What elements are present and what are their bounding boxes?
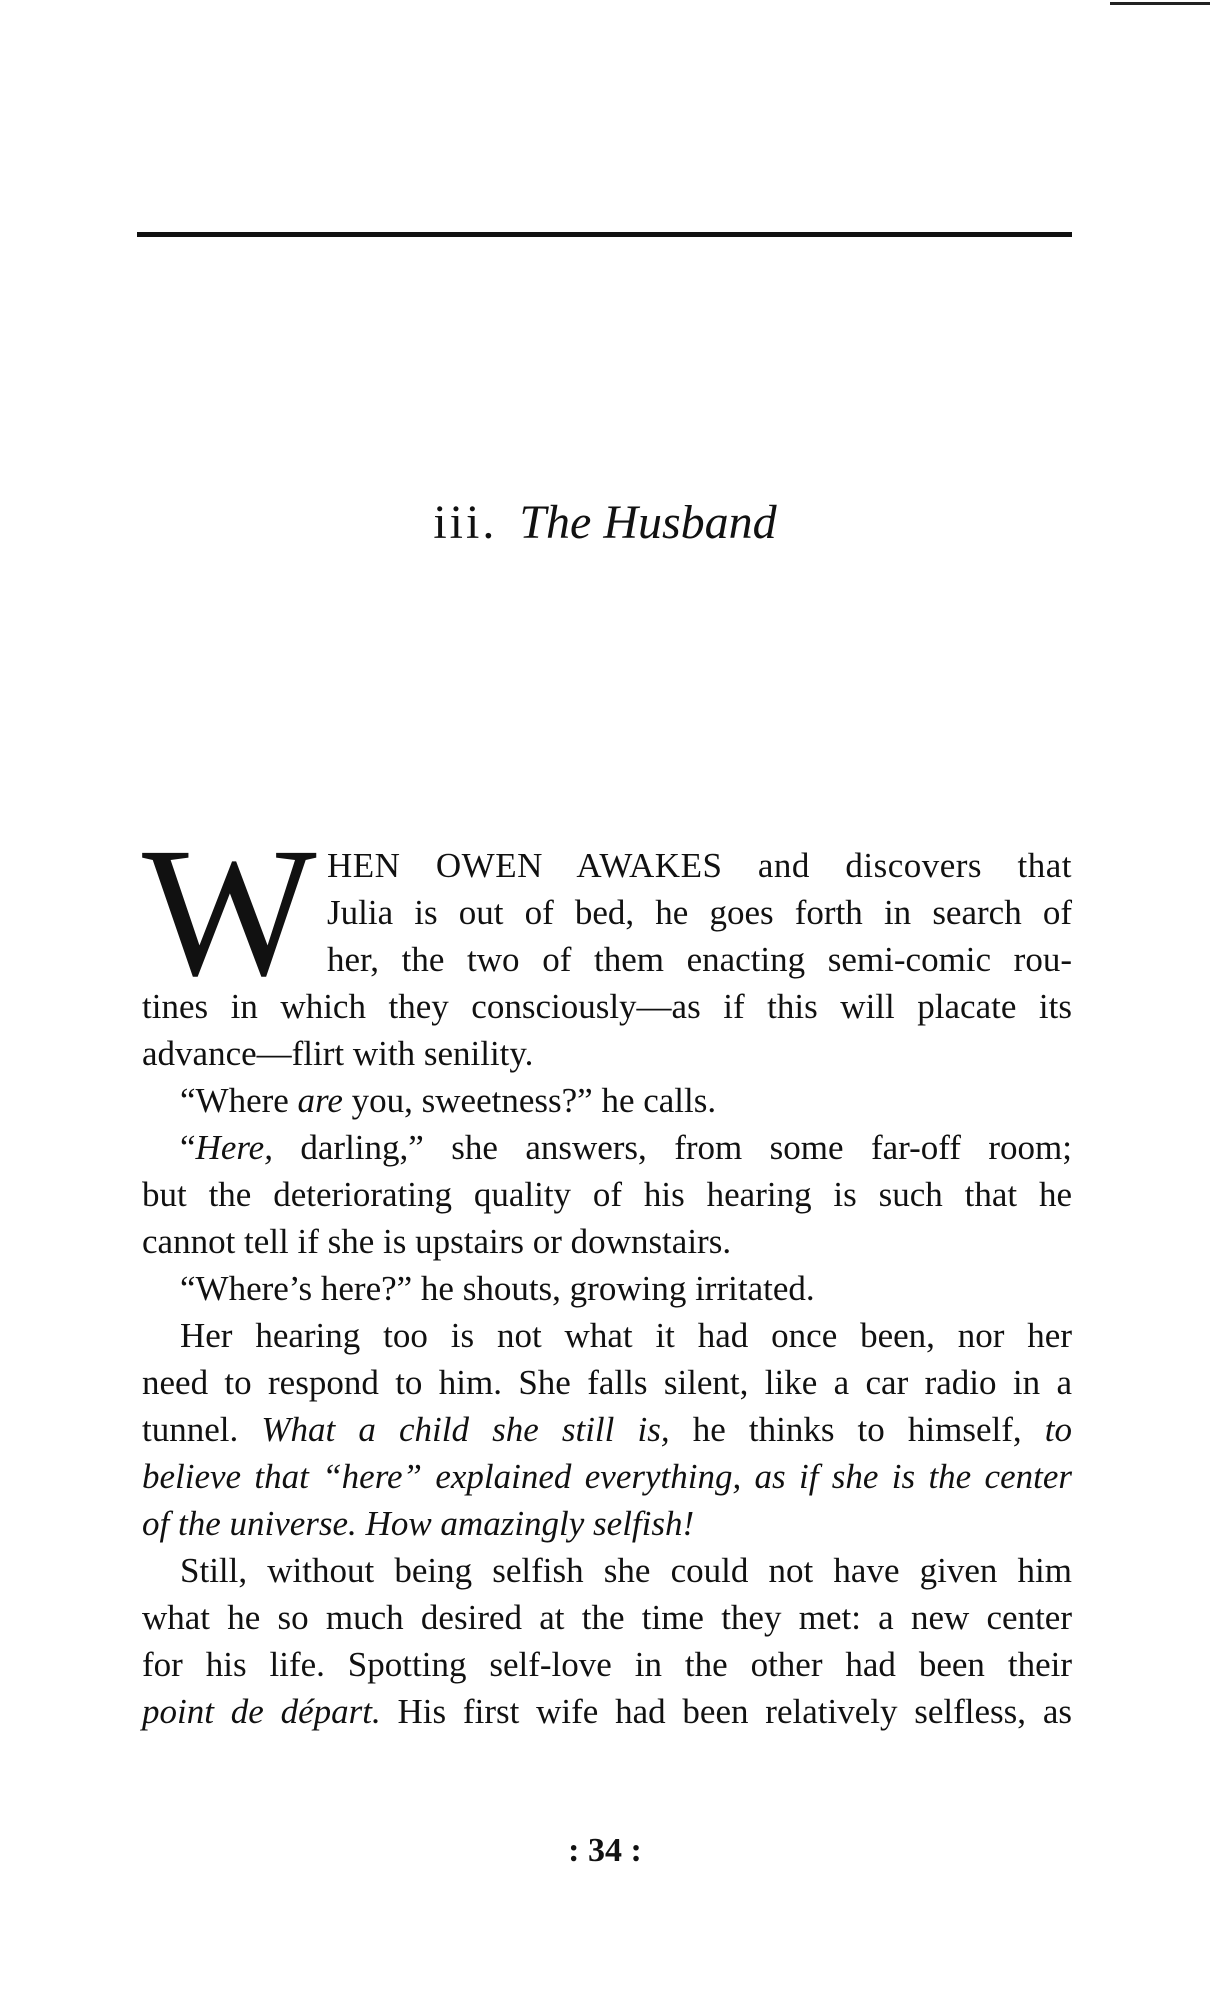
drop-cap: W (142, 810, 317, 1015)
text-run: tunnel. (142, 1410, 262, 1449)
text-line (142, 1688, 1072, 1735)
text-line: advance—flirt with senility. (142, 1034, 534, 1073)
text-line: need to respond to him. She falls silent, like a car radio in a (142, 1363, 1072, 1402)
emphasis: to (1044, 1410, 1072, 1449)
scan-edge-mark (1110, 2, 1210, 5)
text-run: you, sweetness?” he calls. (342, 1081, 717, 1120)
text-line: HEN OWEN AWAKES and discovers that (327, 846, 1072, 885)
text-line: for his life. Spotting self-love in the other had been their (142, 1645, 1072, 1684)
emphasis: Here, (195, 1128, 273, 1167)
text-line: her, the two of them enacting semi-comic rou- (327, 940, 1072, 979)
text-line (142, 1077, 1072, 1124)
text-line: Still, without being selfish she could not have given him (180, 1551, 1072, 1590)
text-line: of the universe. How amazingly selfish! (142, 1504, 695, 1543)
chapter-rule (137, 232, 1072, 237)
emphasis: are (297, 1081, 343, 1120)
page-number: : 34 : (568, 1832, 642, 1869)
text-line: Her hearing too is not what it had once been, nor her (180, 1316, 1072, 1355)
text-run: “Where (180, 1081, 298, 1120)
body-text (142, 842, 1072, 1735)
text-line: what he so much desired at the time they met: a new center (142, 1598, 1072, 1637)
text-line (142, 1124, 1072, 1171)
text-line: tines in which they consciously—as if this will placate its (142, 987, 1072, 1026)
text-line (142, 1406, 1072, 1453)
chapter-heading (0, 495, 1210, 551)
text-run: darling,” she answers, from some far-off room; (272, 1128, 1072, 1167)
text-line: “Where’s here?” he shouts, growing irritated. (180, 1269, 815, 1308)
chapter-title: The Husband (519, 496, 777, 549)
text-line: believe that “here” explained everything, as if she is the center (142, 1457, 1072, 1496)
text-run: His first wife had been relatively selfless, as (380, 1692, 1072, 1731)
emphasis: What a child she still is, (261, 1410, 670, 1449)
chapter-number: iii. (433, 496, 498, 549)
text-line: cannot tell if she is upstairs or downstairs. (142, 1222, 732, 1261)
text-run: he thinks to himself, (669, 1410, 1045, 1449)
text-line: Julia is out of bed, he goes forth in search of (327, 893, 1072, 932)
text-line: but the deteriorating quality of his hearing is such that he (142, 1175, 1072, 1214)
text-run: “ (180, 1128, 196, 1167)
emphasis: point de départ. (142, 1692, 381, 1731)
